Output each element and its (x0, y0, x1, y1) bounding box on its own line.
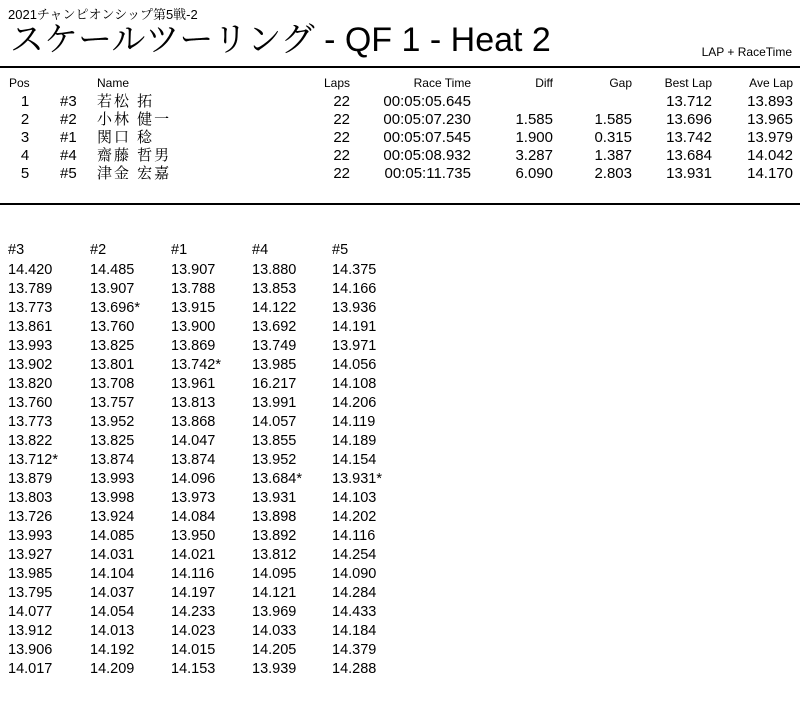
lap-time: 13.900 (171, 319, 216, 335)
result-row (0, 147, 800, 165)
result-diff: 1.585 (515, 111, 553, 128)
lap-time: 13.825 (90, 433, 135, 449)
result-best-lap: 13.696 (666, 111, 712, 128)
lap-time: 14.154 (332, 452, 377, 468)
lap-time: 14.192 (90, 642, 135, 658)
lap-time: 13.950 (171, 528, 216, 544)
lap-time: 13.985 (252, 357, 297, 373)
lap-time: 16.217 (252, 376, 297, 392)
results-table (0, 76, 800, 183)
lap-time: 13.991 (252, 395, 297, 411)
lap-time: 13.760 (90, 319, 135, 335)
lap-time: 13.803 (8, 490, 53, 506)
lap-time: 13.820 (8, 376, 53, 392)
lap-time: 14.104 (90, 566, 135, 582)
lap-time: 14.184 (332, 623, 377, 639)
result-ave-lap: 13.893 (747, 93, 793, 110)
result-best-lap: 13.742 (666, 129, 712, 146)
lap-time: 14.254 (332, 547, 377, 563)
result-car-number: #1 (60, 129, 77, 146)
lap-time: 13.892 (252, 528, 297, 544)
lap-time: 13.874 (171, 452, 216, 468)
lap-time: 14.191 (332, 319, 377, 335)
lap-time: 14.077 (8, 604, 53, 620)
lap-time: 14.031 (90, 547, 135, 563)
lap-time: 13.952 (252, 452, 297, 468)
lap-time: 13.749 (252, 338, 297, 354)
lap-time: 14.166 (332, 281, 377, 297)
lap-col-header: #1 (171, 242, 188, 258)
lap-time: 14.023 (171, 623, 216, 639)
event-subtitle: 2021チャンピオンシップ第5戦-2 (8, 7, 198, 22)
lap-time: 13.907 (171, 262, 216, 278)
lap-col-header: #3 (8, 242, 25, 258)
lap-time: 14.096 (171, 471, 216, 487)
lap-time: 13.985 (8, 566, 53, 582)
lap-time: 14.015 (171, 642, 216, 658)
result-row (0, 111, 800, 129)
lap-time: 13.931* (332, 471, 382, 487)
result-ave-lap: 14.170 (747, 165, 793, 182)
lap-time: 13.813 (171, 395, 216, 411)
lap-time: 14.054 (90, 604, 135, 620)
lap-time: 14.057 (252, 414, 297, 430)
lap-time: 13.880 (252, 262, 297, 278)
result-race-time: 00:05:07.230 (383, 111, 471, 128)
result-gap: 0.315 (594, 129, 632, 146)
lap-time: 13.812 (252, 547, 297, 563)
lap-time: 13.993 (90, 471, 135, 487)
lap-time: 14.056 (332, 357, 377, 373)
header-divider (0, 66, 800, 68)
col-header-diff: Diff (535, 76, 553, 90)
lap-time: 14.108 (332, 376, 377, 392)
lap-time: 13.898 (252, 509, 297, 525)
page-title: スケールツーリング - QF 1 - Heat 2 (10, 21, 551, 59)
result-driver-name: 若松 拓 (97, 93, 155, 110)
lap-time: 14.153 (171, 661, 216, 677)
lap-time: 13.684* (252, 471, 302, 487)
result-ave-lap: 13.965 (747, 111, 793, 128)
result-laps: 22 (333, 93, 350, 110)
lap-time: 13.869 (171, 338, 216, 354)
lap-time: 14.202 (332, 509, 377, 525)
result-row (0, 165, 800, 183)
lap-time: 14.021 (171, 547, 216, 563)
lap-time: 14.205 (252, 642, 297, 658)
lap-time: 13.998 (90, 490, 135, 506)
result-laps: 22 (333, 165, 350, 182)
lap-time: 14.116 (332, 528, 376, 544)
lap-time: 13.742* (171, 357, 221, 373)
result-laps: 22 (333, 111, 350, 128)
lap-time: 14.103 (332, 490, 377, 506)
result-row (0, 129, 800, 147)
col-header-gap: Gap (609, 76, 632, 90)
lap-time: 13.726 (8, 509, 53, 525)
lap-time: 14.116 (171, 566, 215, 582)
lap-time: 14.047 (171, 433, 216, 449)
result-gap: 2.803 (594, 165, 632, 182)
lap-time: 13.757 (90, 395, 135, 411)
result-car-number: #3 (60, 93, 77, 110)
lap-time: 14.284 (332, 585, 377, 601)
lap-time: 14.233 (171, 604, 216, 620)
col-header-ave-lap: Ave Lap (749, 76, 793, 90)
lap-time: 13.879 (8, 471, 53, 487)
lap-time: 13.915 (171, 300, 216, 316)
lap-time: 14.122 (252, 300, 297, 316)
lap-time: 13.927 (8, 547, 53, 563)
result-diff: 1.900 (515, 129, 553, 146)
lap-time: 13.952 (90, 414, 135, 430)
lap-time: 13.936 (332, 300, 377, 316)
lap-col-header: #2 (90, 242, 107, 258)
result-gap: 1.585 (594, 111, 632, 128)
lap-time: 14.206 (332, 395, 377, 411)
result-pos: 2 (20, 111, 30, 128)
lap-time: 13.708 (90, 376, 135, 392)
lap-time: 13.906 (8, 642, 53, 658)
lap-time: 13.696* (90, 300, 140, 316)
lap-time: 14.033 (252, 623, 297, 639)
lap-time: 13.939 (252, 661, 297, 677)
lap-time: 13.931 (252, 490, 297, 506)
result-laps: 22 (333, 147, 350, 164)
report-mode-label: LAP + RaceTime (701, 45, 792, 59)
result-best-lap: 13.684 (666, 147, 712, 164)
result-car-number: #2 (60, 111, 77, 128)
lap-time: 13.973 (171, 490, 216, 506)
lap-time: 13.853 (252, 281, 297, 297)
col-header-race-time: Race Time (413, 76, 471, 90)
lap-time: 14.485 (90, 262, 135, 278)
lap-time: 14.189 (332, 433, 377, 449)
col-header-pos: Pos (9, 76, 30, 90)
lap-time: 14.379 (332, 642, 377, 658)
lap-time: 13.961 (171, 376, 216, 392)
result-driver-name: 津金 宏嘉 (97, 165, 172, 182)
result-race-time: 00:05:08.932 (383, 147, 471, 164)
result-race-time: 00:05:11.735 (384, 165, 471, 182)
result-best-lap: 13.712 (666, 93, 712, 110)
result-pos: 5 (20, 165, 30, 182)
lap-time: 13.993 (8, 338, 53, 354)
result-race-time: 00:05:07.545 (383, 129, 471, 146)
lap-time: 14.209 (90, 661, 135, 677)
lap-time: 14.121 (252, 585, 297, 601)
result-car-number: #5 (60, 165, 77, 182)
results-body (0, 93, 800, 183)
lap-time: 14.433 (332, 604, 377, 620)
result-pos: 3 (20, 129, 30, 146)
lap-time: 14.085 (90, 528, 135, 544)
result-driver-name: 関口 稔 (97, 129, 155, 146)
lap-time: 14.119 (332, 414, 376, 430)
lap-time: 14.090 (332, 566, 377, 582)
result-laps: 22 (333, 129, 350, 146)
lap-time: 13.788 (171, 281, 216, 297)
lap-time: 13.825 (90, 338, 135, 354)
lap-time: 13.712* (8, 452, 58, 468)
lap-time: 13.993 (8, 528, 53, 544)
lap-time: 14.017 (8, 661, 53, 677)
lap-time: 13.924 (90, 509, 135, 525)
lap-time: 14.420 (8, 262, 53, 278)
result-gap: 1.387 (594, 147, 632, 164)
lap-time: 13.822 (8, 433, 53, 449)
lap-time: 13.912 (8, 623, 53, 639)
lap-time: 14.375 (332, 262, 377, 278)
lap-time: 13.969 (252, 604, 297, 620)
lap-time: 13.795 (8, 585, 53, 601)
lap-time: 13.868 (171, 414, 216, 430)
lap-time: 14.288 (332, 661, 377, 677)
result-ave-lap: 14.042 (747, 147, 793, 164)
lap-time: 13.801 (90, 357, 135, 373)
col-header-best-lap: Best Lap (664, 76, 712, 90)
result-row (0, 93, 800, 111)
lap-time: 14.084 (171, 509, 216, 525)
lap-time: 13.907 (90, 281, 135, 297)
col-header-laps: Laps (323, 76, 350, 90)
result-car-number: #4 (60, 147, 77, 164)
result-driver-name: 小林 健一 (97, 111, 172, 128)
lap-time: 13.902 (8, 357, 53, 373)
lap-time: 13.855 (252, 433, 297, 449)
result-race-time: 00:05:05.645 (383, 93, 471, 110)
lap-col-header: #5 (332, 242, 349, 258)
lap-col-header: #4 (252, 242, 269, 258)
lap-time: 13.971 (332, 338, 377, 354)
lap-time: 13.861 (8, 319, 53, 335)
result-diff: 6.090 (515, 165, 553, 182)
result-driver-name: 齋藤 哲男 (97, 147, 172, 164)
col-header-name: Name (97, 76, 130, 90)
lap-time: 14.013 (90, 623, 135, 639)
result-ave-lap: 13.979 (747, 129, 793, 146)
lap-time: 14.037 (90, 585, 135, 601)
lap-time: 13.789 (8, 281, 53, 297)
lap-time: 13.874 (90, 452, 135, 468)
result-diff: 3.287 (515, 147, 553, 164)
result-pos: 4 (20, 147, 30, 164)
results-header-row (0, 76, 800, 93)
result-pos: 1 (20, 93, 30, 110)
lap-time: 13.692 (252, 319, 297, 335)
lap-time: 14.197 (171, 585, 216, 601)
lap-time: 14.095 (252, 566, 297, 582)
lap-time: 13.773 (8, 300, 53, 316)
section-divider (0, 203, 800, 205)
lap-time: 13.773 (8, 414, 53, 430)
lap-time: 13.760 (8, 395, 53, 411)
result-best-lap: 13.931 (666, 165, 712, 182)
